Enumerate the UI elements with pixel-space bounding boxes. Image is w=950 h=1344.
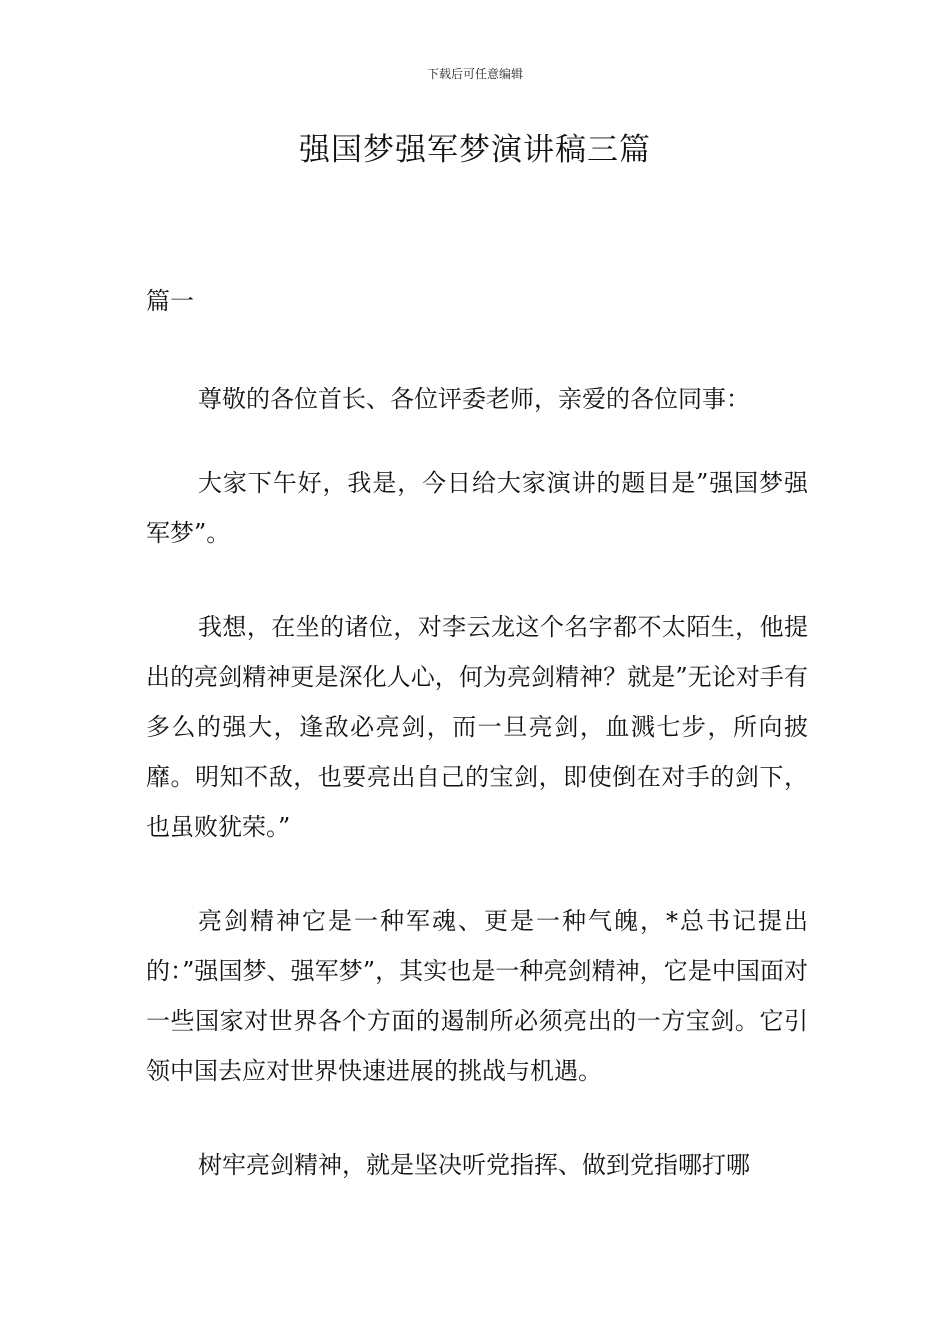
paragraph-liangjian-spirit: 亮剑精神它是一种军魂、更是一种气魄，*总书记提出的：”强国梦、强军梦”，其实也是一种亮剑精神，它是中国面对一些国家对世界各个方面的遏制所必须亮出的一方宝剑。它引领中国去应对世界快速进展的挑战与机遇。 — [146, 907, 808, 1085]
paragraph-obey-party: 树牢亮剑精神，就是坚决听党指挥、做到党指哪打哪 — [198, 1151, 750, 1179]
paragraph-salutation: 尊敬的各位首长、各位评委老师，亲爱的各位同事： — [198, 385, 750, 413]
document-title: 强国梦强军梦演讲稿三篇 — [299, 132, 651, 168]
paragraph-greeting: 大家下午好，我是，今日给大家演讲的题目是”强国梦强军梦”。 — [146, 469, 808, 547]
section-label: 篇一 — [146, 287, 194, 315]
header-note: 下载后可任意编辑 — [426, 67, 523, 81]
paragraph-liangjian-intro: 我想，在坐的诸位，对李云龙这个名字都不太陌生，他提出的亮剑精神更是深化人心，何为亮剑精神？就是”无论对手有多么的强大，逢敌必亮剑，而一旦亮剑，血溅七步，所向披靡。明知不敌，也要亮出自己的宝剑，即使倒在对手的剑下，也虽败犹荣。” — [146, 613, 808, 841]
document-body — [146, 276, 808, 1238]
